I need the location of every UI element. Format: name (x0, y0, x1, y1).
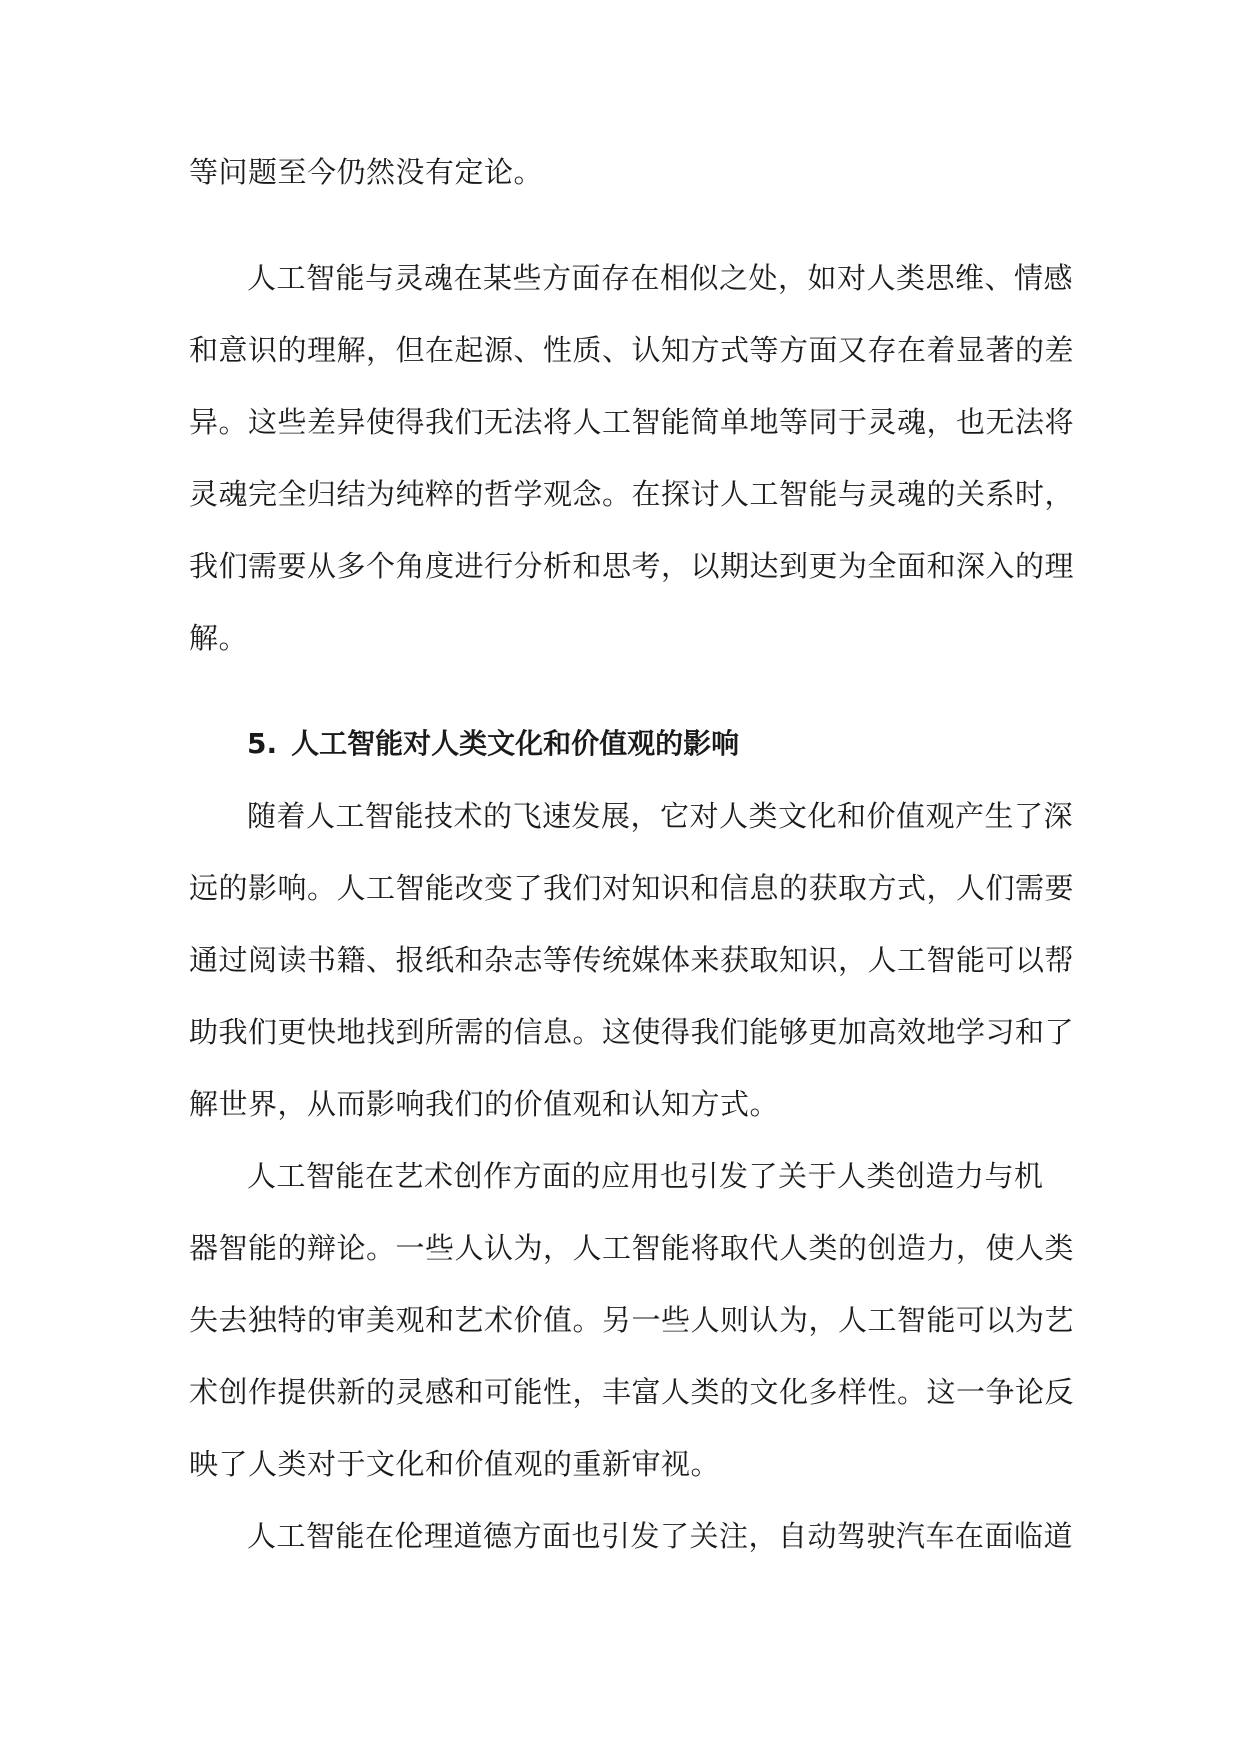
document-page (189, 136, 1075, 1572)
text-line: 等问题至今仍然没有定论。 (189, 155, 544, 189)
text-line: 助我们更快地找到所需的信息。这使得我们能够更加高效地学习和了 (189, 1015, 1075, 1049)
paragraph-knowledge-access (189, 780, 1075, 1140)
paragraph-gap (189, 674, 1053, 708)
section-title: 人工智能对人类文化和价值观的影响 (291, 727, 740, 760)
text-line: 通过阅读书籍、报纸和杂志等传统媒体来获取知识，人工智能可以帮 (189, 943, 1075, 977)
paragraph-continued (189, 136, 1053, 208)
text-line: 解世界，从而影响我们的价值观和认知方式。 (189, 1087, 780, 1121)
paragraph-gap (189, 208, 1053, 242)
text-line: 术创作提供新的灵感和可能性，丰富人类的文化多样性。这一争论反 (189, 1375, 1075, 1409)
paragraph-ethics (189, 1500, 1074, 1572)
paragraph-ai-and-soul (189, 242, 1075, 674)
text-line: 解。 (189, 621, 249, 655)
text-line: 人工智能与灵魂在某些方面存在相似之处，如对人类思维、情感 (247, 261, 1074, 295)
section-heading (189, 708, 1053, 780)
text-line: 异。这些差异使得我们无法将人工智能简单地等同于灵魂，也无法将 (189, 405, 1075, 439)
text-line: 人工智能在艺术创作方面的应用也引发了关于人类创造力与机 (247, 1159, 1044, 1193)
text-line: 失去独特的审美观和艺术价值。另一些人则认为，人工智能可以为艺 (189, 1303, 1075, 1337)
section-number: 5. (247, 727, 278, 760)
text-line: 随着人工智能技术的飞速发展，它对人类文化和价值观产生了深 (247, 799, 1074, 833)
text-line: 远的影响。人工智能改变了我们对知识和信息的获取方式，人们需要 (189, 871, 1075, 905)
text-line: 我们需要从多个角度进行分析和思考，以期达到更为全面和深入的理 (189, 549, 1075, 583)
text-line: 映了人类对于文化和价值观的重新审视。 (189, 1447, 721, 1481)
text-line: 灵魂完全归结为纯粹的哲学观念。在探讨人工智能与灵魂的关系时， (189, 477, 1075, 511)
paragraph-art-creation (189, 1140, 1075, 1500)
text-line: 人工智能在伦理道德方面也引发了关注，自动驾驶汽车在面临道 (247, 1519, 1074, 1553)
text-line: 和意识的理解，但在起源、性质、认知方式等方面又存在着显著的差 (189, 333, 1075, 367)
text-line: 器智能的辩论。一些人认为，人工智能将取代人类的创造力，使人类 (189, 1231, 1075, 1265)
